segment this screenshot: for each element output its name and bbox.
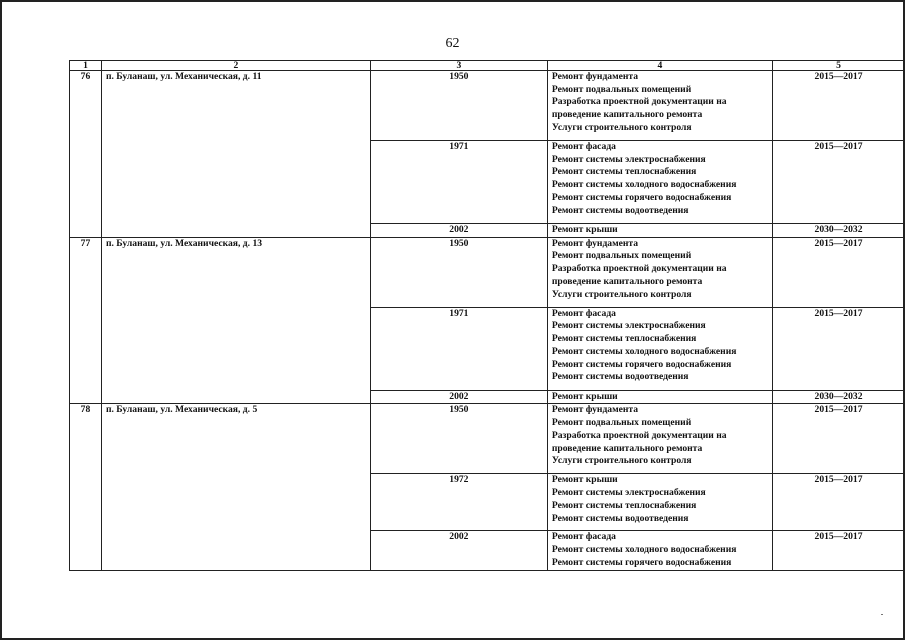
repair-period: 2015—2017 <box>773 404 905 474</box>
build-year: 1971 <box>370 307 547 390</box>
table-body <box>70 71 905 571</box>
works-list <box>547 404 772 474</box>
work-item: Ремонт системы теплоснабжения <box>551 333 697 345</box>
work-item: Ремонт фасада <box>551 141 616 152</box>
work-item: Ремонт фасада <box>551 307 616 319</box>
work-item: Ремонт системы холодного водоснабжения <box>551 544 737 556</box>
work-item: Разработка проектной документации на <box>551 263 727 275</box>
build-year: 1971 <box>370 141 547 224</box>
work-item: Ремонт подвальных помещений <box>551 83 692 95</box>
works-list <box>547 237 772 307</box>
table-row <box>70 404 905 474</box>
build-year: 1950 <box>370 237 547 307</box>
work-item: Ремонт крыши <box>551 224 618 235</box>
repair-period: 2015—2017 <box>773 307 905 390</box>
work-item: Ремонт системы теплоснабжения <box>551 166 697 178</box>
work-item: проведение капитального ремонта <box>551 442 703 454</box>
repair-period: 2030—2032 <box>773 224 905 238</box>
work-item: Ремонт системы водоотведения <box>551 371 689 383</box>
work-item: Услуги строительного контроля <box>551 121 692 133</box>
work-item: Разработка проектной документации на <box>551 429 727 441</box>
repair-period: 2015—2017 <box>773 474 905 531</box>
work-item: Ремонт фундамента <box>551 237 639 249</box>
column-header: 4 <box>547 61 772 71</box>
repair-period: 2015—2017 <box>773 237 905 307</box>
building-address: п. Буланаш, ул. Механическая, д. 5 <box>101 404 370 570</box>
column-header: 1 <box>70 61 102 71</box>
work-item: Ремонт системы теплоснабжения <box>551 499 697 511</box>
work-item: Ремонт системы водоотведения <box>551 512 689 524</box>
repair-period: 2015—2017 <box>773 531 905 570</box>
work-item: проведение капитального ремонта <box>551 109 703 121</box>
work-item: Ремонт фасада <box>551 531 616 543</box>
build-year: 1950 <box>370 404 547 474</box>
work-item: Ремонт подвальных помещений <box>551 417 692 429</box>
work-item: Ремонт системы холодного водоснабжения <box>551 345 737 357</box>
repair-period: 2015—2017 <box>773 141 905 224</box>
work-item: Ремонт системы холодного водоснабжения <box>551 179 737 191</box>
building-number: 77 <box>70 237 102 404</box>
build-year: 1950 <box>370 71 547 141</box>
build-year: 2002 <box>370 531 547 570</box>
work-item: Ремонт системы горячего водоснабжения <box>551 556 732 568</box>
work-item: Ремонт фундамента <box>551 404 639 416</box>
works-list <box>547 224 772 238</box>
work-item: Ремонт системы горячего водоснабжения <box>551 358 732 370</box>
work-item: Ремонт подвальных помещений <box>551 250 692 262</box>
table-row <box>70 237 905 307</box>
column-number-row <box>70 61 905 71</box>
work-item: Ремонт системы электроснабжения <box>551 320 706 332</box>
build-year: 2002 <box>370 224 547 238</box>
work-item: проведение капитального ремонта <box>551 275 703 287</box>
work-item: Разработка проектной документации на <box>551 96 727 108</box>
repair-schedule-table <box>69 60 905 571</box>
work-item: Ремонт фундамента <box>551 71 639 82</box>
building-number: 76 <box>70 71 102 238</box>
column-header: 5 <box>773 61 905 71</box>
repair-period: 2030—2032 <box>773 390 905 404</box>
work-item: Ремонт системы электроснабжения <box>551 153 706 165</box>
work-item: Услуги строительного контроля <box>551 455 692 467</box>
page-number: 62 <box>445 36 460 51</box>
works-list <box>547 531 772 570</box>
works-list <box>547 474 772 531</box>
work-item: Услуги строительного контроля <box>551 288 692 300</box>
works-list <box>547 71 772 141</box>
column-header: 2 <box>101 61 370 71</box>
building-number: 78 <box>70 404 102 570</box>
repair-period: 2015—2017 <box>773 71 905 141</box>
work-item: Ремонт системы электроснабжения <box>551 487 706 499</box>
works-list <box>547 390 772 404</box>
table-row <box>70 71 905 141</box>
build-year: 2002 <box>370 390 547 404</box>
build-year: 1972 <box>370 474 547 531</box>
work-item: Ремонт крыши <box>551 390 618 402</box>
scan-speck <box>881 614 883 615</box>
works-list <box>547 307 772 390</box>
building-address: п. Буланаш, ул. Механическая, д. 11 <box>101 71 370 238</box>
work-item: Ремонт системы водоотведения <box>551 204 689 216</box>
work-item: Ремонт крыши <box>551 474 618 486</box>
work-item: Ремонт системы горячего водоснабжения <box>551 191 732 203</box>
column-header: 3 <box>370 61 547 71</box>
building-address: п. Буланаш, ул. Механическая, д. 13 <box>101 237 370 404</box>
works-list <box>547 141 772 224</box>
